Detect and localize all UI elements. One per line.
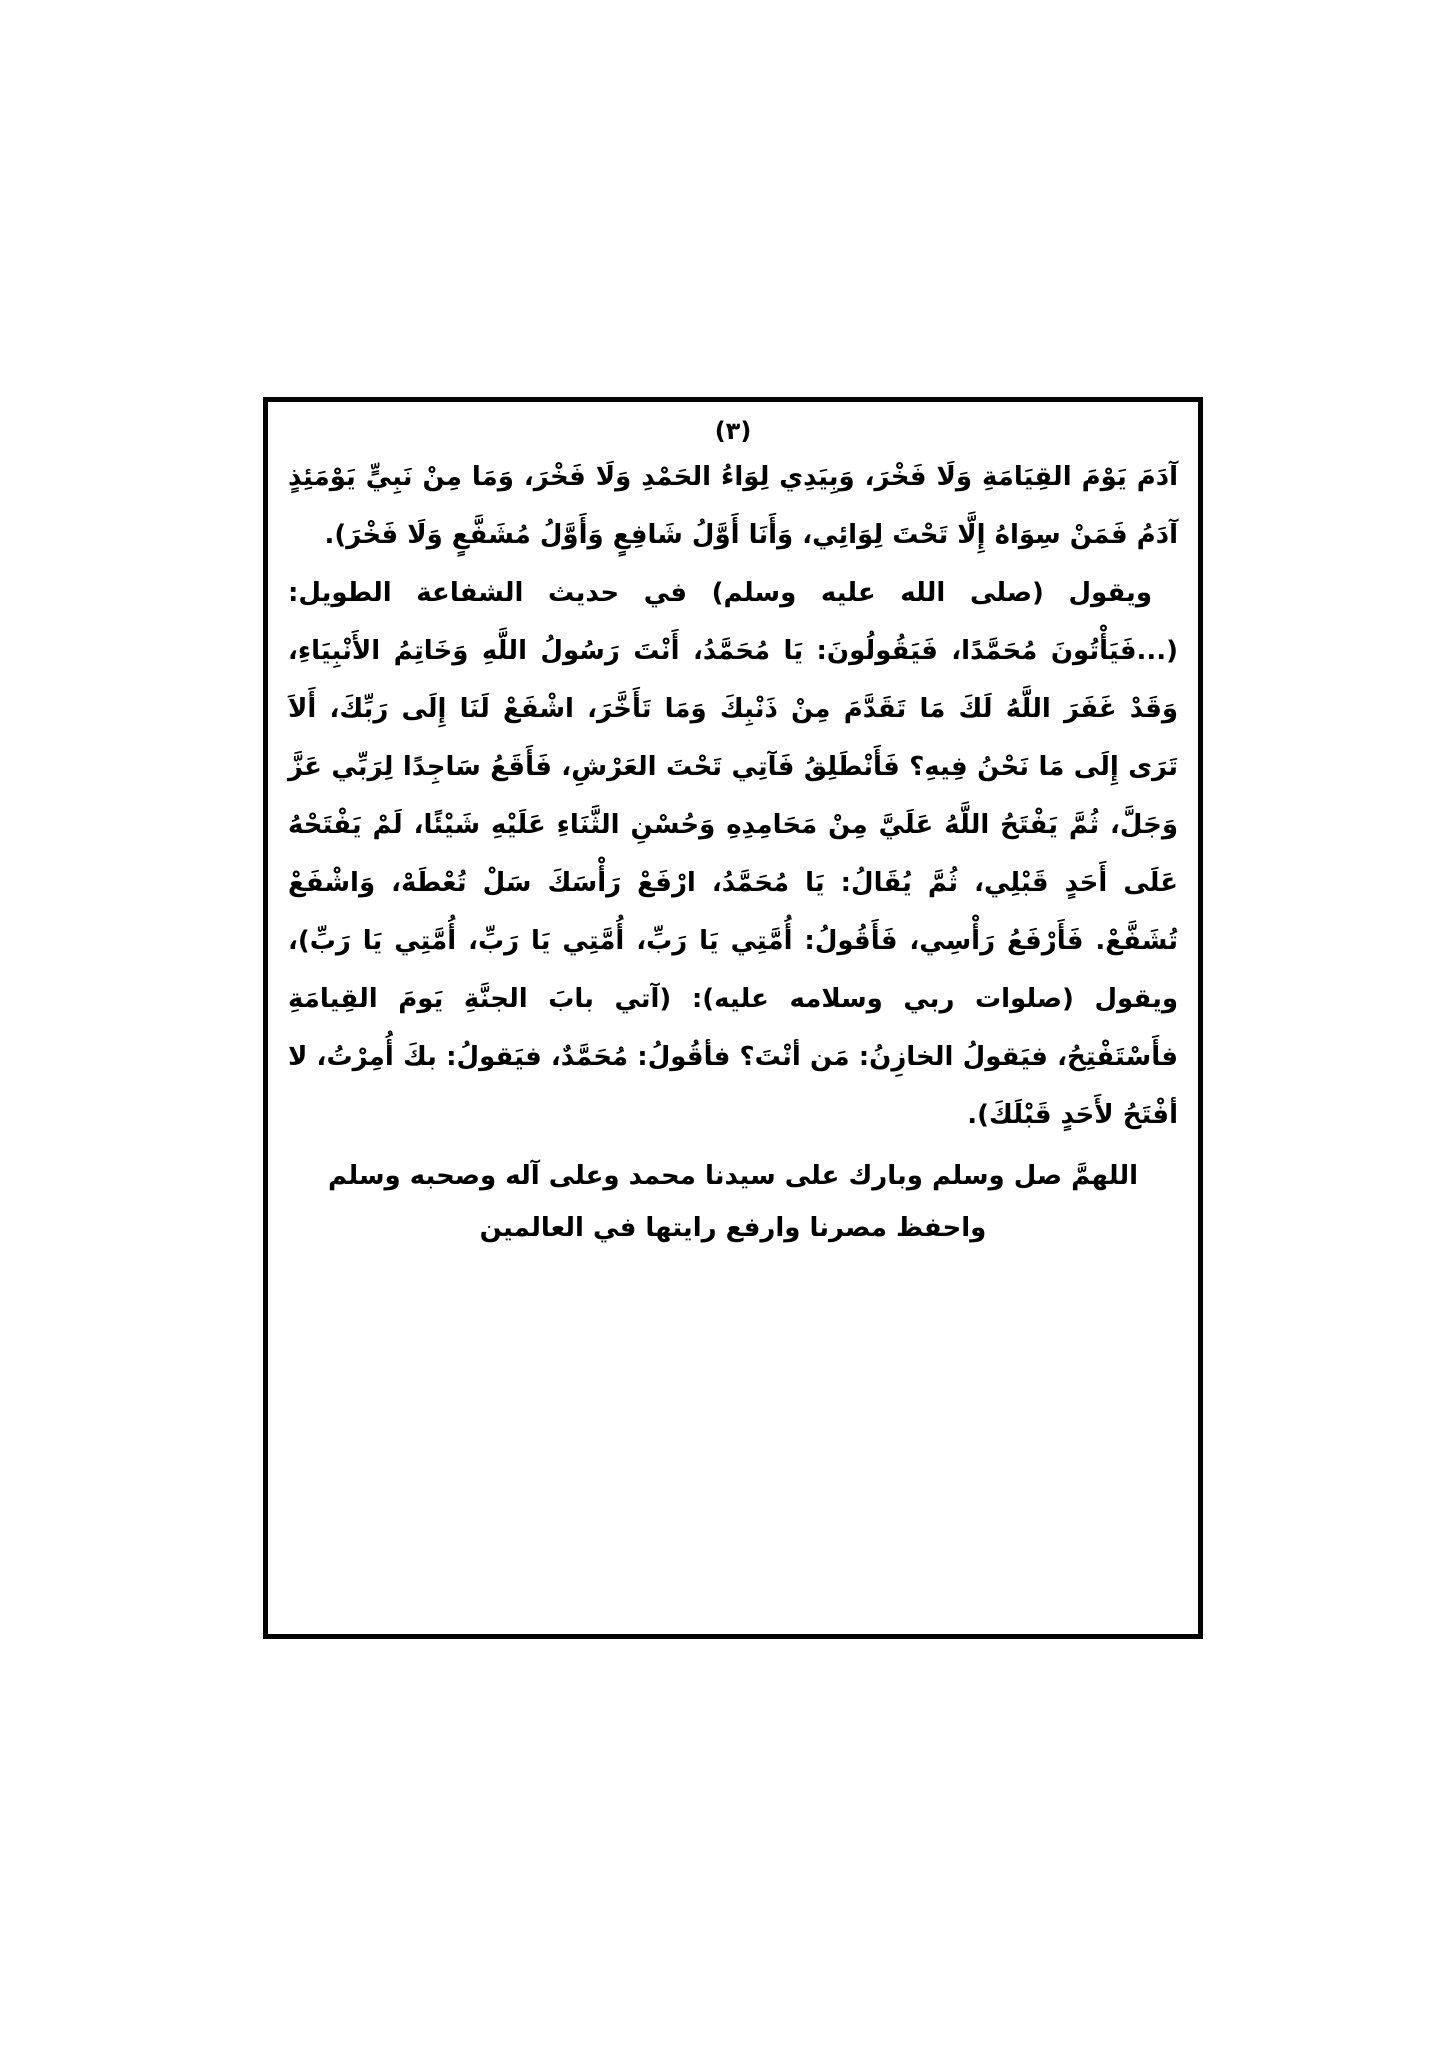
page-content <box>288 414 1178 1254</box>
page-number: (٣) <box>714 417 752 445</box>
paragraph-intercession-hadith: ويقول (صلى الله عليه وسلم) في حديث الشفاعة الطويل: (...فَيَأْتُونَ مُحَمَّدًا، فَيَقُولُونَ: يَا مُحَمَّدُ، أَنْتَ رَسُولُ اللَّهِ وَخَاتِمُ الأَنْبِيَاءِ، وَقَدْ غَفَرَ اللَّهُ لَكَ مَا تَقَدَّمَ مِنْ ذَنْبِكَ وَمَا تَأَخَّرَ، اشْفَعْ لَنَا إِلَى رَبِّكَ، أَلاَ تَرَى إِلَى مَا نَحْنُ فِيهِ؟ فَأَنْطَلِقُ فَآتِي تَحْتَ العَرْشِ، فَأَقَعُ سَاجِدًا لِرَبِّي عَزَّ وَجَلَّ، ثُمَّ يَفْتَحُ اللَّهُ عَلَيَّ مِنْ مَحَامِدِهِ وَحُسْنِ الثَّنَاءِ عَلَيْهِ شَيْئًا، لَمْ يَفْتَحْهُ عَلَى أَحَدٍ قَبْلِي، ثُمَّ يُقَالُ: يَا مُحَمَّدُ، ارْفَعْ رَأْسَكَ سَلْ تُعْطَهْ، وَاشْفَعْ تُشَفَّعْ. فَأَرْفَعُ رَأْسِي، فَأَقُولُ: أُمَّتِي يَا رَبِّ، أُمَّتِي يَا رَبِّ، أُمَّتِي يَا رَبِّ)، ويقول (صلوات ربي وسلامه عليه): (آتي بابَ الجنَّةِ يَومَ القِيامَةِ فأَسْتَفْتِحُ، فيَقولُ الخازِنُ: مَن أنْتَ؟ فأقُولُ: مُحَمَّدٌ، فيَقولُ: بكَ أُمِرْتُ، لا أفْتَحُ لأَحَدٍ قَبْلَكَ). <box>288 578 1178 1130</box>
page-frame <box>263 397 1203 1639</box>
paragraph-hadith-end: آدَمَ يَوْمَ القِيَامَةِ وَلَا فَخْرَ، وَبِيَدِي لِوَاءُ الحَمْدِ وَلَا فَخْرَ، وَمَا مِنْ نَبِيٍّ يَوْمَئِذٍ آدَمُ فَمَنْ سِوَاهُ إِلَّا تَحْتَ لِوَائِي، وَأَنَا أَوَّلُ شَافِعٍ وَأَوَّلُ مُشَفَّعٍ وَلَا فَخْرَ). <box>288 462 1178 550</box>
closing-line-2: واحفظ مصرنا وارفع رايتها في العالمين <box>479 1213 987 1243</box>
closing-prayer <box>288 1150 1178 1254</box>
closing-line-1: اللهمَّ صل وسلم وبارك على سيدنا محمد وعلى آله وصحبه وسلم <box>327 1161 1138 1191</box>
